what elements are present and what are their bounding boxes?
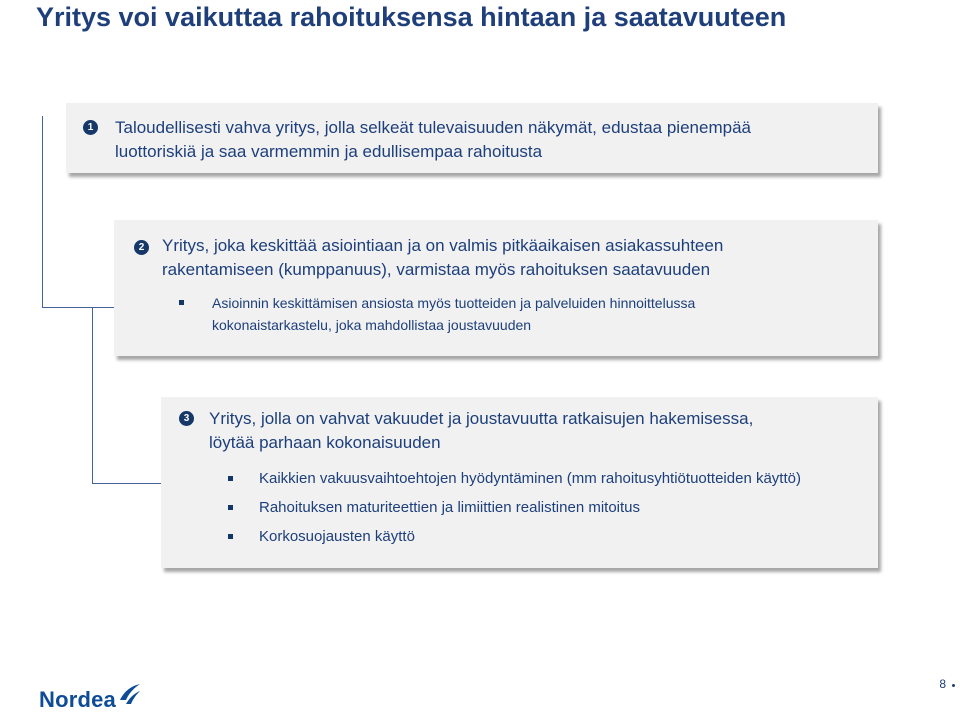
number-badge-3: 3 [179,411,194,426]
nordea-logo [39,687,142,713]
item-2-line-2: rakentamiseen (kumppanuus), varmistaa myös rahoituksen saatavuuden [162,260,711,279]
item-1-line-2: luottoriskiä ja saa varmemmin ja edullisempaa rahoitusta [115,142,543,161]
logo-text: Nordea [39,687,116,712]
item-3-line-1: Yritys, jolla on vahvat vakuudet ja joustavuutta ratkaisujen hakemisessa, [209,409,754,428]
bullet-3-3 [228,534,233,539]
item-1-line-1: Taloudellisesti vahva yritys, jolla selkeät tulevaisuuden näkymät, edustaa pienempää [115,118,751,137]
item-box-1 [66,103,878,173]
bullet-2-1 [179,300,184,305]
connector-line-1-horizontal [42,307,115,308]
footer [0,661,960,723]
number-badge-2: 2 [134,240,149,255]
nordea-logo-mark-icon [118,682,142,706]
item-3-bullet-3: Korkosuojausten käyttö [259,528,415,545]
item-2-bullet-1-line-1: Asioinnin keskittämisen ansiosta myös tuotteiden ja palveluiden hinnoittelussa [212,295,696,311]
page-number: 8 [939,677,946,691]
item-2-line-1: Yritys, joka keskittää asiointiaan ja on valmis pitkäaikaisen asiakassuhteen [162,236,724,255]
item-box-3 [161,397,878,568]
item-3-bullet-1: Kaikkien vakuusvaihtoehtojen hyödyntäminen (mm rahoitusyhtiötuotteiden käyttö) [259,470,801,487]
number-badge-1: 1 [83,120,98,135]
page-title: Yritys voi vaikuttaa rahoituksensa hintaan ja saatavuuteen [36,2,787,32]
connector-line-2-horizontal [92,483,161,484]
bullet-3-2 [228,505,233,510]
item-3-line-2: löytää parhaan kokonaisuuden [209,433,441,452]
connector-line-2-vertical [92,307,93,484]
connector-line-1-vertical [42,116,43,307]
item-box-2 [114,220,878,356]
page-number-dot-icon [952,684,955,687]
bullet-3-1 [228,476,233,481]
item-2-bullet-1-line-2: kokonaistarkastelu, joka mahdollistaa joustavuuden [212,317,532,333]
item-3-bullet-2: Rahoituksen maturiteettien ja limiittien realistinen mitoitus [259,499,641,516]
